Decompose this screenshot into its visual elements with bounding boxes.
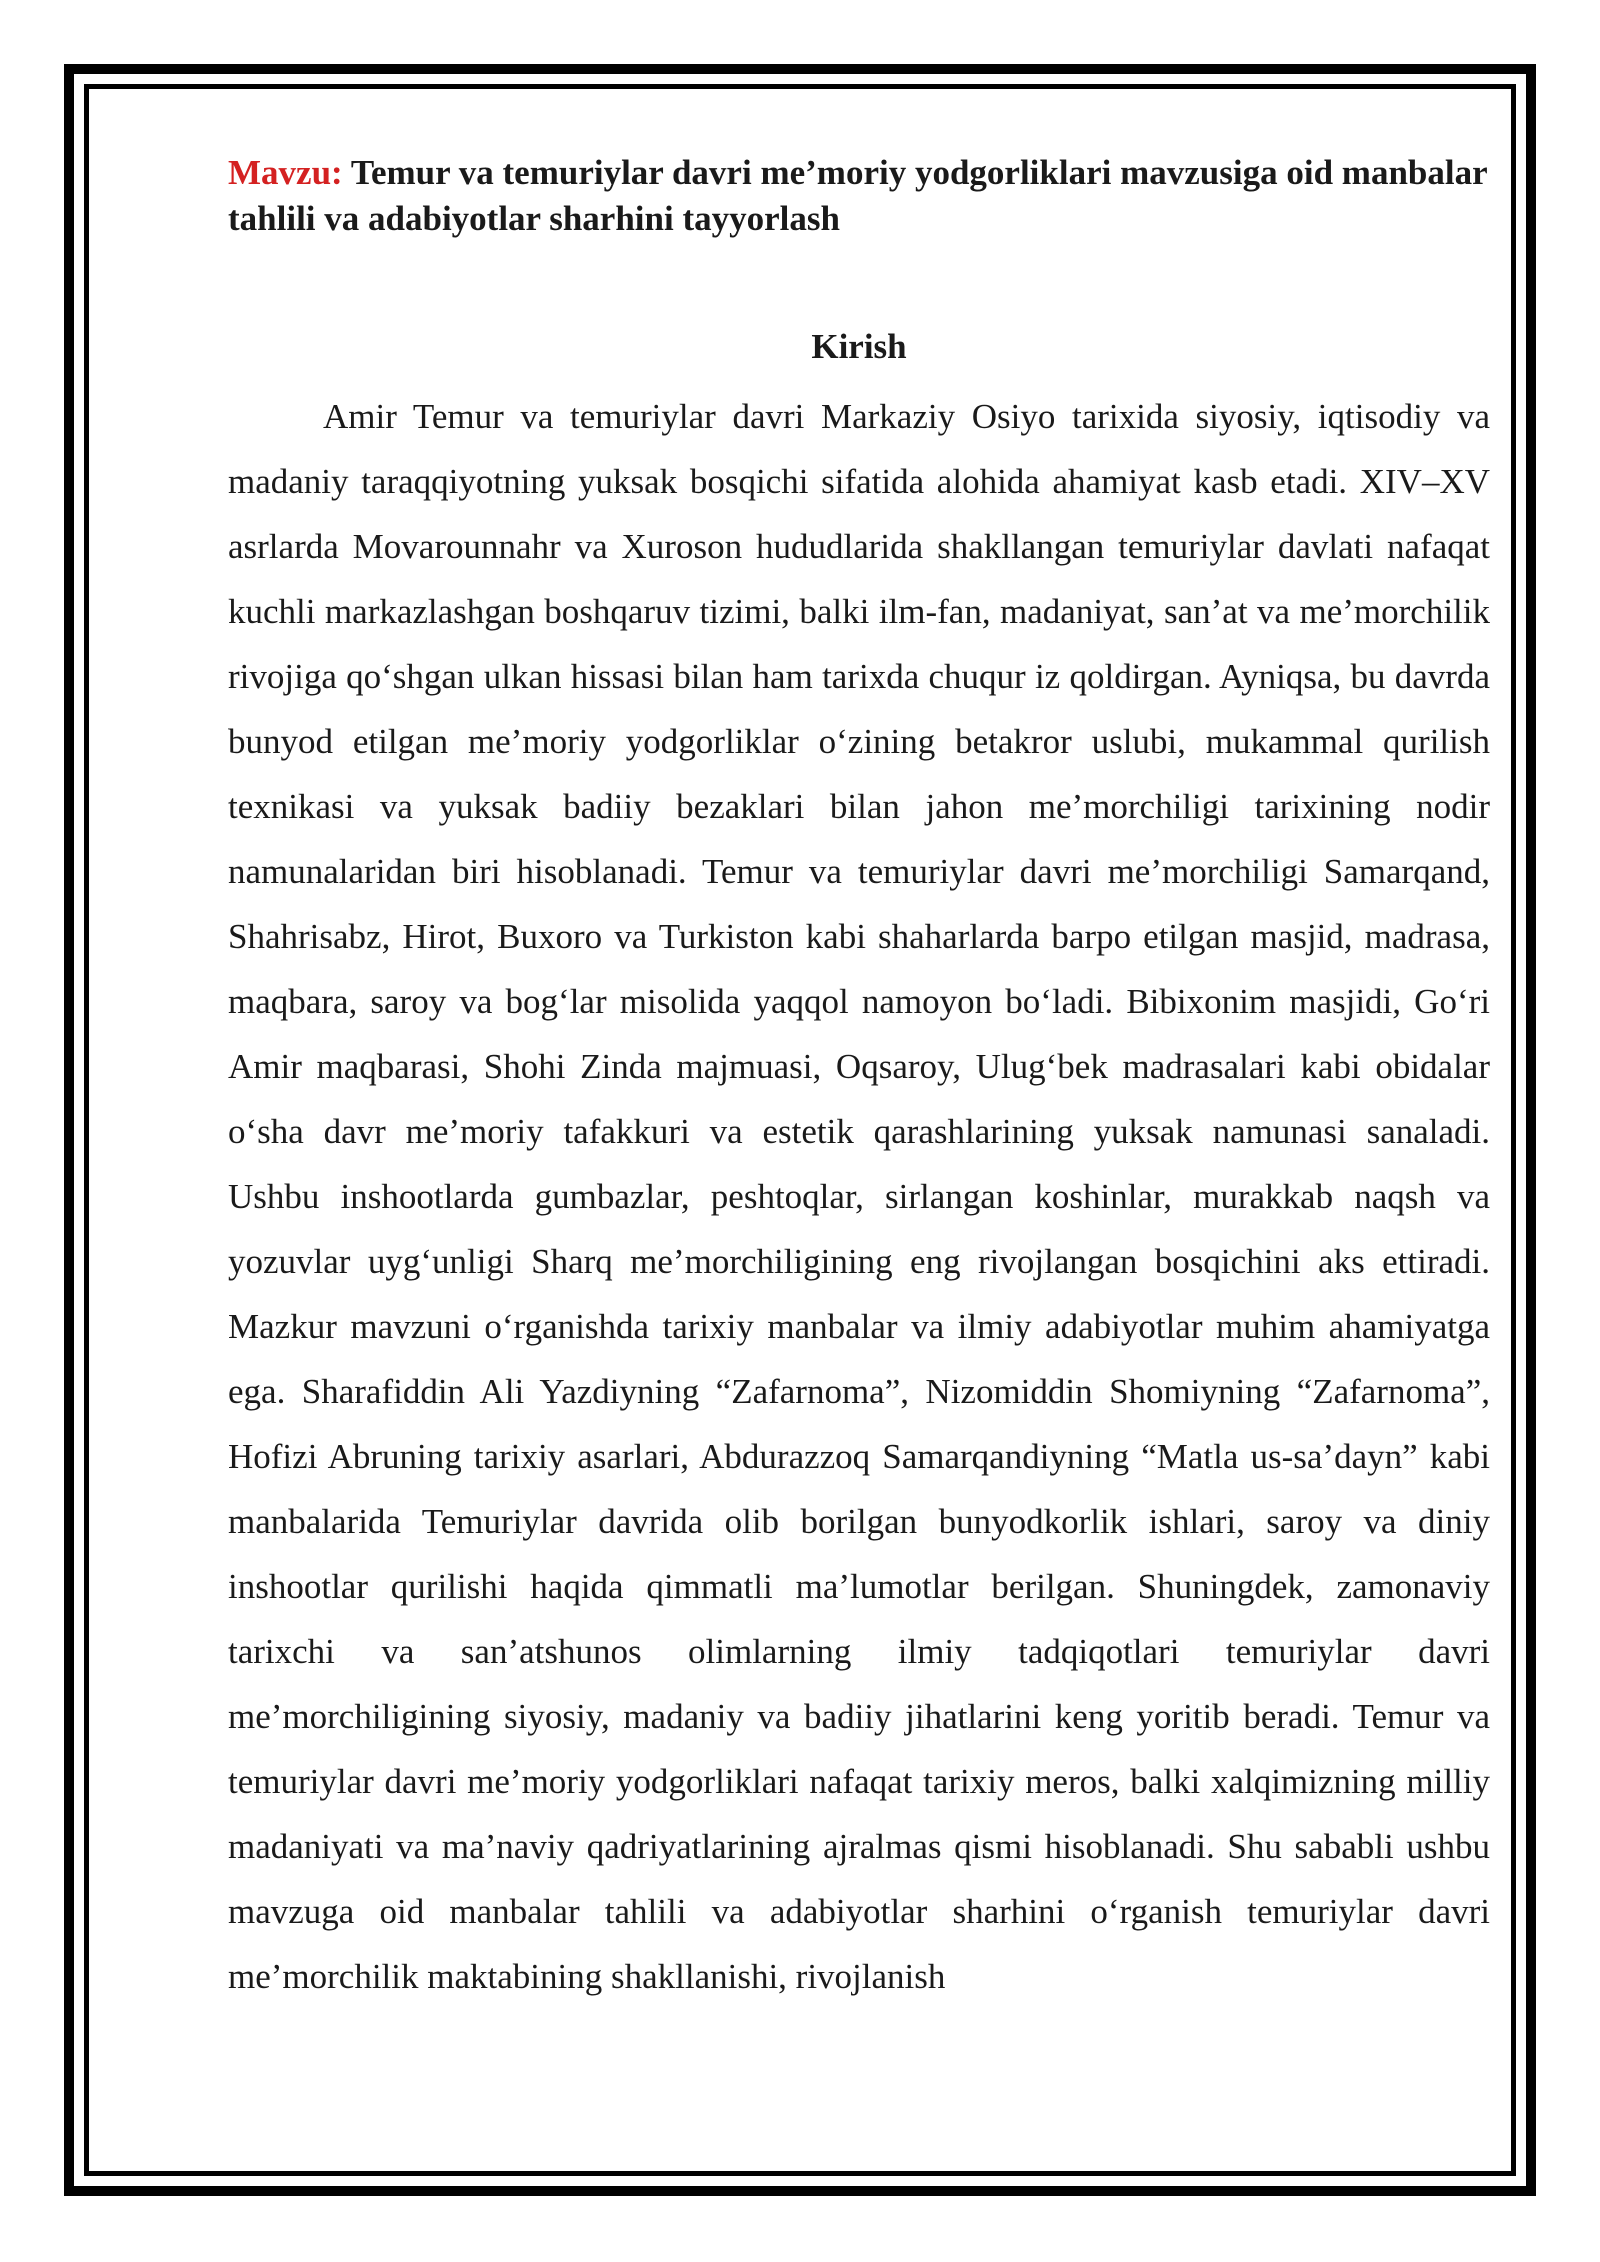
body-paragraph: Amir Temur va temuriylar davri Markaziy Osiyo tarixida siyosiy, iqtisodiy va madaniy taraqqiyotning yuksak bosqichi sifatida alohida ahamiyat kasb etadi. XIV–XV asrlarda Movarounnahr va Xuroson hududlarida shakllangan temuriylar davlati nafaqat kuchli markazlashgan boshqaruv tizimi, balki ilm-fan, madaniyat, san’at va me’morchilik rivojiga qo‘shgan ulkan hissasi bilan ham tarixda chuqur iz qoldirgan. Ayniqsa, bu davrda bunyod etilgan me’moriy yodgorliklar o‘zining betakror uslubi, mukammal qurilish texnikasi va yuksak badiiy bezaklari bilan jahon me’morchiligi tarixining nodir namunalaridan biri hisoblanadi. Temur va temuriylar davri me’morchiligi Samarqand, Shahrisabz, Hirot, Buxoro va Turkiston kabi shaharlarda barpo etilgan masjid, madrasa, maqbara, saroy va bog‘lar misolida yaqqol namoyon bo‘ladi. Bibixonim masjidi, Go‘ri Amir maqbarasi, Shohi Zinda majmuasi, Oqsaroy, Ulug‘bek madrasalari kabi obidalar o‘sha davr me’moriy tafakkuri va estetik qarashlarining yuksak namunasi sanaladi. Ushbu inshootlarda gumbazlar, peshtoqlar, sirlangan koshinlar, murakkab naqsh va yozuvlar uyg‘unligi Sharq me’morchiligining eng rivojlangan bosqichini aks ettiradi. Mazkur mavzuni o‘rganishda tarixiy manbalar va ilmiy adabiyotlar muhim ahamiyatga ega. Sharafiddin Ali Yazdiyning “Zafarnoma”, Nizomiddin Shomiyning “Zafarnoma”, Hofizi Abruning tarixiy asarlari, Abdurazzoq Samarqandiyning “Matla us-sa’dayn” kabi manbalarida Temuriylar davrida olib borilgan bunyodkorlik ishlari, saroy va diniy inshootlar qurilishi haqida qimmatli ma’lumotlar berilgan. Shuningdek, zamonaviy tarixchi va san’atshunos olimlarning ilmiy tadqiqotlari temuriylar davri me’morchiligining siyosiy, madaniy va badiiy jihatlarini keng yoritib beradi. Temur va temuriylar davri me’moriy yodgorliklari nafaqat tarixiy meros, balki xalqimizning milliy madaniyati va ma’naviy qadriyatlarining ajralmas qismi hisoblanadi. Shu sababli ushbu mavzuga oid manbalar tahlili va adabiyotlar sharhini o‘rganish temuriylar davri me’morchilik maktabining shakllanishi, rivojlanish <box>228 397 1490 1996</box>
topic-text: Temur va temuriylar davri me’moriy yodgorliklari mavzusiga oid manbalar tahlili va adabiyotlar sharhini tayyorlash <box>228 153 1487 238</box>
section-title: Kirish <box>811 327 907 366</box>
topic-heading <box>228 150 1490 242</box>
topic-label: Mavzu: <box>228 153 343 192</box>
document-body <box>228 150 1490 2009</box>
